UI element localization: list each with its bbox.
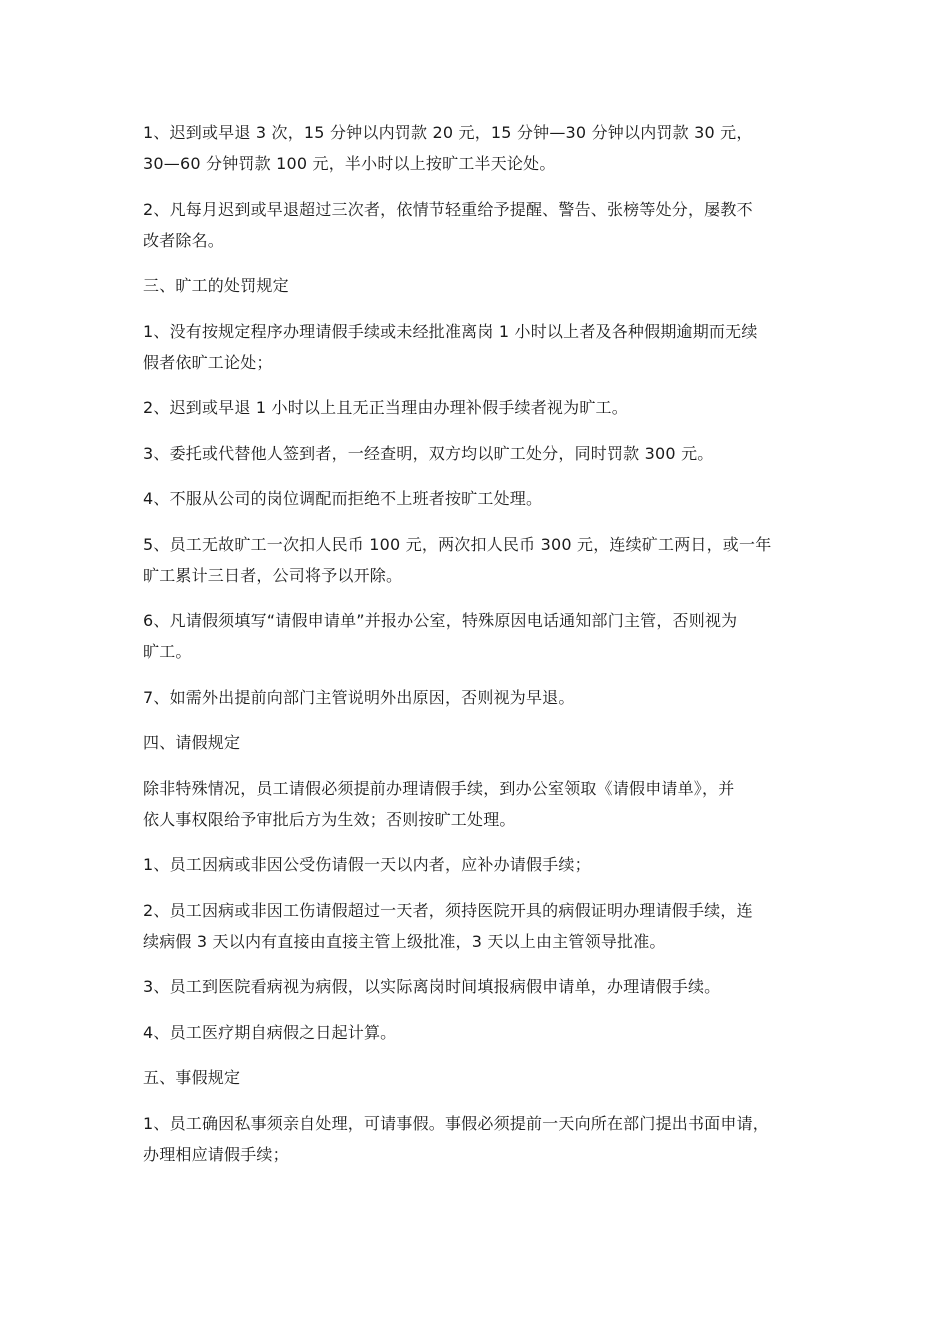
text-line: 五、事假规定 (143, 1068, 241, 1087)
text-line: 6、凡请假须填写“请假申请单”并报办公室，特殊原因电话通知部门主管，否则视为 (143, 611, 738, 630)
text-line: 1、没有按规定程序办理请假手续或未经批准离岗 1 小时以上者及各种假期逾期而无续 (143, 321, 758, 341)
text-line: 续病假 3 天以内有直接由直接主管上级批准，3 天以上由主管领导批准。 (143, 931, 666, 951)
text-line: 旷工。 (143, 642, 192, 661)
text-line: 4、不服从公司的岗位调配而拒绝不上班者按旷工处理。 (143, 489, 543, 508)
paragraph-personal-leave-rule-1 (143, 1108, 813, 1170)
section-heading-personal-leave (143, 1062, 813, 1093)
text-line: 4、员工医疗期自病假之日起计算。 (143, 1022, 397, 1042)
paragraph-leave-rule-3 (143, 971, 813, 1002)
text-line: 三、旷工的处罚规定 (143, 276, 289, 295)
paragraph-leave-rule-1 (143, 849, 813, 880)
paragraph-late-early-fines (143, 117, 813, 179)
text-line: 改者除名。 (143, 230, 225, 250)
text-line: 1、迟到或早退 3 次，15 分钟以内罚款 20 元，15 分钟—30 分钟以内罚款 30 元， (143, 123, 753, 142)
text-line: 除非特殊情况，员工请假必须提前办理请假手续，到办公室领取《请假申请单》，并 (143, 778, 735, 798)
text-line: 5、员工无故旷工一次扣人民币 100 元，两次扣人民币 300 元，连续矿工两日，或一年 (143, 534, 772, 554)
text-line: 依人事权限给予审批后方为生效；否则按旷工处理。 (143, 809, 516, 829)
paragraph-leave-rule-2 (143, 895, 813, 957)
text-line: 办理相应请假手续； (143, 1144, 289, 1164)
text-line: 2、员工因病或非因工伤请假超过一天者，须持医院开具的病假证明办理请假手续，连 (143, 900, 753, 920)
text-line: 3、员工到医院看病视为病假，以实际离岗时间填报病假申请单，办理请假手续。 (143, 977, 721, 996)
paragraph-absence-rule-1 (143, 316, 813, 378)
text-line: 假者依旷工论处； (143, 352, 273, 372)
section-heading-absenteeism (143, 270, 813, 301)
paragraph-leave-rule-4 (143, 1017, 813, 1048)
text-line: 四、请假规定 (143, 733, 241, 752)
paragraph-absence-rule-5 (143, 529, 813, 591)
text-line: 1、员工因病或非因公受伤请假一天以内者，应补办请假手续； (143, 855, 591, 874)
paragraph-absence-rule-2 (143, 392, 813, 423)
paragraph-repeated-lateness (143, 194, 813, 256)
text-line: 30—60 分钟罚款 100 元，半小时以上按旷工半天论处。 (143, 154, 556, 173)
section-heading-leave (143, 727, 813, 758)
paragraph-absence-rule-7 (143, 682, 813, 713)
paragraph-leave-intro (143, 773, 813, 835)
paragraph-absence-rule-6 (143, 605, 813, 667)
paragraph-absence-rule-3 (143, 438, 813, 469)
text-line: 旷工累计三日者，公司将予以开除。 (143, 565, 403, 585)
paragraph-absence-rule-4 (143, 483, 813, 514)
text-line: 7、如需外出提前向部门主管说明外出原因，否则视为早退。 (143, 687, 575, 707)
text-line: 2、迟到或早退 1 小时以上且无正当理由办理补假手续者视为旷工。 (143, 398, 628, 417)
document-page (143, 117, 813, 1184)
text-line: 1、员工确因私事须亲自处理，可请事假。事假必须提前一天向所在部门提出书面申请， (143, 1113, 769, 1133)
text-line: 3、委托或代替他人签到者，一经查明，双方均以旷工处分，同时罚款 300 元。 (143, 443, 714, 463)
text-line: 2、凡每月迟到或早退超过三次者，依情节轻重给予提醒、警告、张榜等处分，屡教不 (143, 199, 753, 219)
